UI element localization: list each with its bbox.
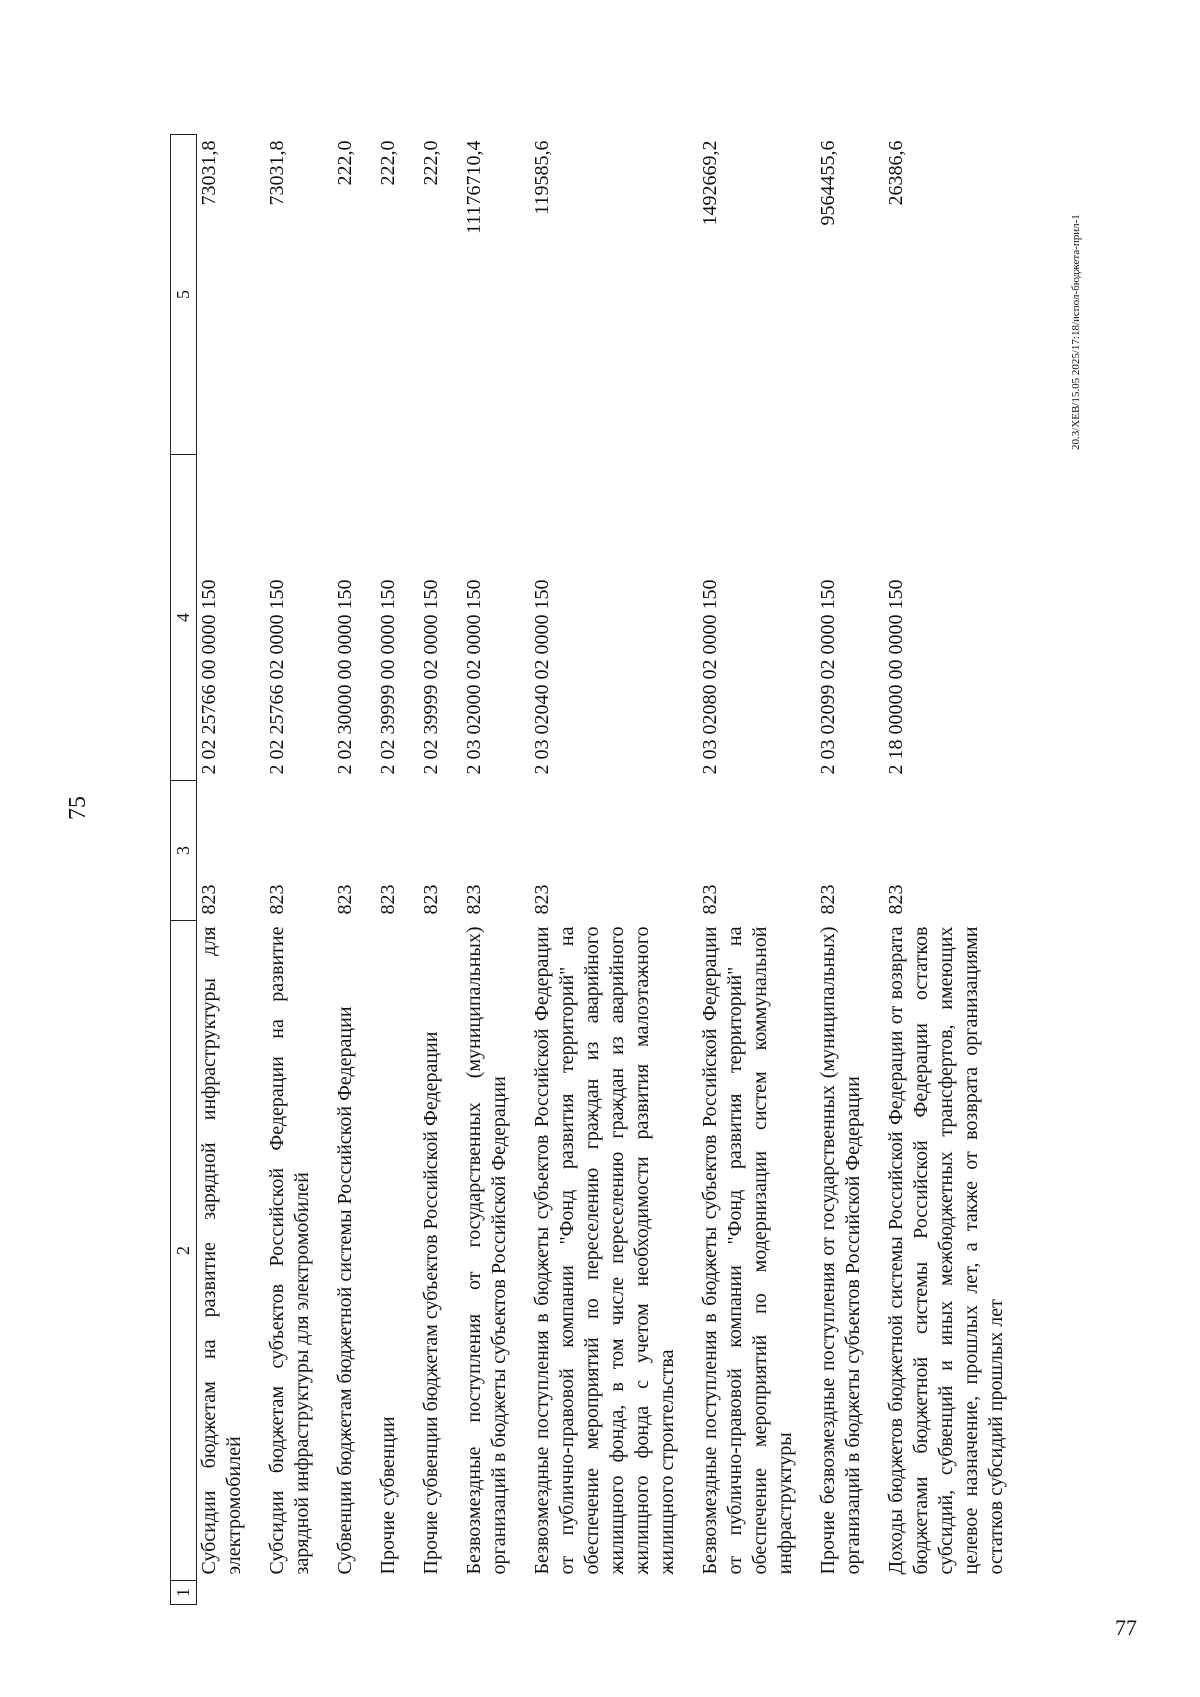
table-row xyxy=(417,135,460,1605)
row-amount: 11176710,4 xyxy=(462,140,485,235)
row-admin-code: 823 xyxy=(462,884,485,915)
row-admin-code: 823 xyxy=(816,884,839,915)
table-row xyxy=(263,135,331,1605)
row-name: Безвозмездные поступления в бюджеты субъектов Российской Федерации от публично-правовой компании "Фонд развития территорий" на обеспечение мероприятий по переселению граждан из аварийного жилищного фонда, в том числе переселению граждан из аварийного жилищного фонда с учетом необходимости развития малоэтажного жилищного строительства xyxy=(530,926,678,1575)
row-admin-code: 823 xyxy=(530,884,553,915)
table-row xyxy=(882,135,1025,1605)
row-amount: 73031,8 xyxy=(265,140,288,206)
row-name: Прочие субвенции бюджетам субъектов Российской Федерации xyxy=(419,1031,442,1575)
row-amount: 119585,6 xyxy=(530,140,553,215)
row-name: Доходы бюджетов бюджетной системы Российской Федерации от возврата бюджетами бюджетной системы Российской Федерации остатков субсидий, субвенций и иных межбюджетных трансфертов, имеющих целевое назначение, прошлых лет, а также от возврата организациями остатков субсидий прошлых лет xyxy=(884,926,1007,1575)
row-budget-code: 2 02 30000 00 0000 150 xyxy=(333,579,356,775)
row-budget-code: 2 02 39999 00 0000 150 xyxy=(376,579,399,775)
col-header-5: 5 xyxy=(171,135,197,455)
row-budget-code: 2 18 00000 00 0000 150 xyxy=(884,579,907,775)
table-row xyxy=(374,135,417,1605)
row-budget-code: 2 02 39999 02 0000 150 xyxy=(419,579,442,775)
page-number: 77 xyxy=(1115,1615,1137,1640)
table-row xyxy=(196,135,263,1605)
row-admin-code: 823 xyxy=(376,884,399,915)
table-row xyxy=(460,135,528,1605)
row-amount: 9564455,6 xyxy=(816,140,839,226)
budget-table xyxy=(170,134,1025,1605)
row-name: Прочие субвенции xyxy=(376,1416,399,1575)
table-row xyxy=(696,135,814,1605)
row-budget-code: 2 03 02080 02 0000 150 xyxy=(698,579,721,775)
row-amount: 73031,8 xyxy=(197,140,220,206)
row-name: Прочие безвозмездные поступления от государственных (муниципальных) организаций в бюджеты субъектов Российской Федерации xyxy=(816,926,864,1575)
col-header-1: 1 xyxy=(171,1581,197,1605)
row-name: Субсидии бюджетам субъектов Российской Федерации на развитие зарядной инфраструктуры для электромобилей xyxy=(265,926,313,1575)
col-header-3: 3 xyxy=(171,781,197,921)
row-admin-code: 823 xyxy=(884,884,907,915)
row-budget-code: 2 02 25766 02 0000 150 xyxy=(265,579,288,775)
row-admin-code: 823 xyxy=(698,884,721,915)
row-amount: 222,0 xyxy=(333,140,356,186)
rotated-sheet xyxy=(0,20,1100,1620)
row-amount: 222,0 xyxy=(419,140,442,186)
row-admin-code: 823 xyxy=(419,884,442,915)
row-budget-code: 2 03 02000 02 0000 150 xyxy=(462,579,485,775)
row-admin-code: 823 xyxy=(197,884,220,915)
document-reference: 20.3/XEB/15.05 2025/17:18/испол-бюджета-прил-1 xyxy=(1070,214,1082,450)
row-budget-code: 2 03 02040 02 0000 150 xyxy=(530,579,553,775)
row-budget-code: 2 03 02099 02 0000 150 xyxy=(816,579,839,775)
row-amount: 222,0 xyxy=(376,140,399,186)
table-row xyxy=(814,135,882,1605)
row-budget-code: 2 02 25766 00 0000 150 xyxy=(197,579,220,775)
row-amount: 26386,6 xyxy=(884,140,907,206)
row-name: Безвозмездные поступления в бюджеты субъектов Российской Федерации от публично-правовой компании "Фонд развития территорий" на обеспечение мероприятий по модернизации систем коммунальной инфраструктуры xyxy=(698,926,796,1575)
row-name: Субвенции бюджетам бюджетной системы Российской Федерации xyxy=(333,1006,356,1575)
col-header-2: 2 xyxy=(171,921,197,1581)
table-row xyxy=(528,135,696,1605)
row-admin-code: 823 xyxy=(265,884,288,915)
row-amount: 1492669,2 xyxy=(698,140,721,226)
sheet-number: 75 xyxy=(65,796,91,820)
row-name: Безвозмездные поступления от государственных (муниципальных) организаций в бюджеты субъектов Российской Федерации xyxy=(462,926,510,1575)
row-name: Субсидии бюджетам на развитие зарядной инфраструктуры для электромобилей xyxy=(197,926,245,1575)
table-row xyxy=(331,135,374,1605)
header-row xyxy=(171,135,197,1605)
col-header-4: 4 xyxy=(171,455,197,781)
row-admin-code: 823 xyxy=(333,884,356,915)
